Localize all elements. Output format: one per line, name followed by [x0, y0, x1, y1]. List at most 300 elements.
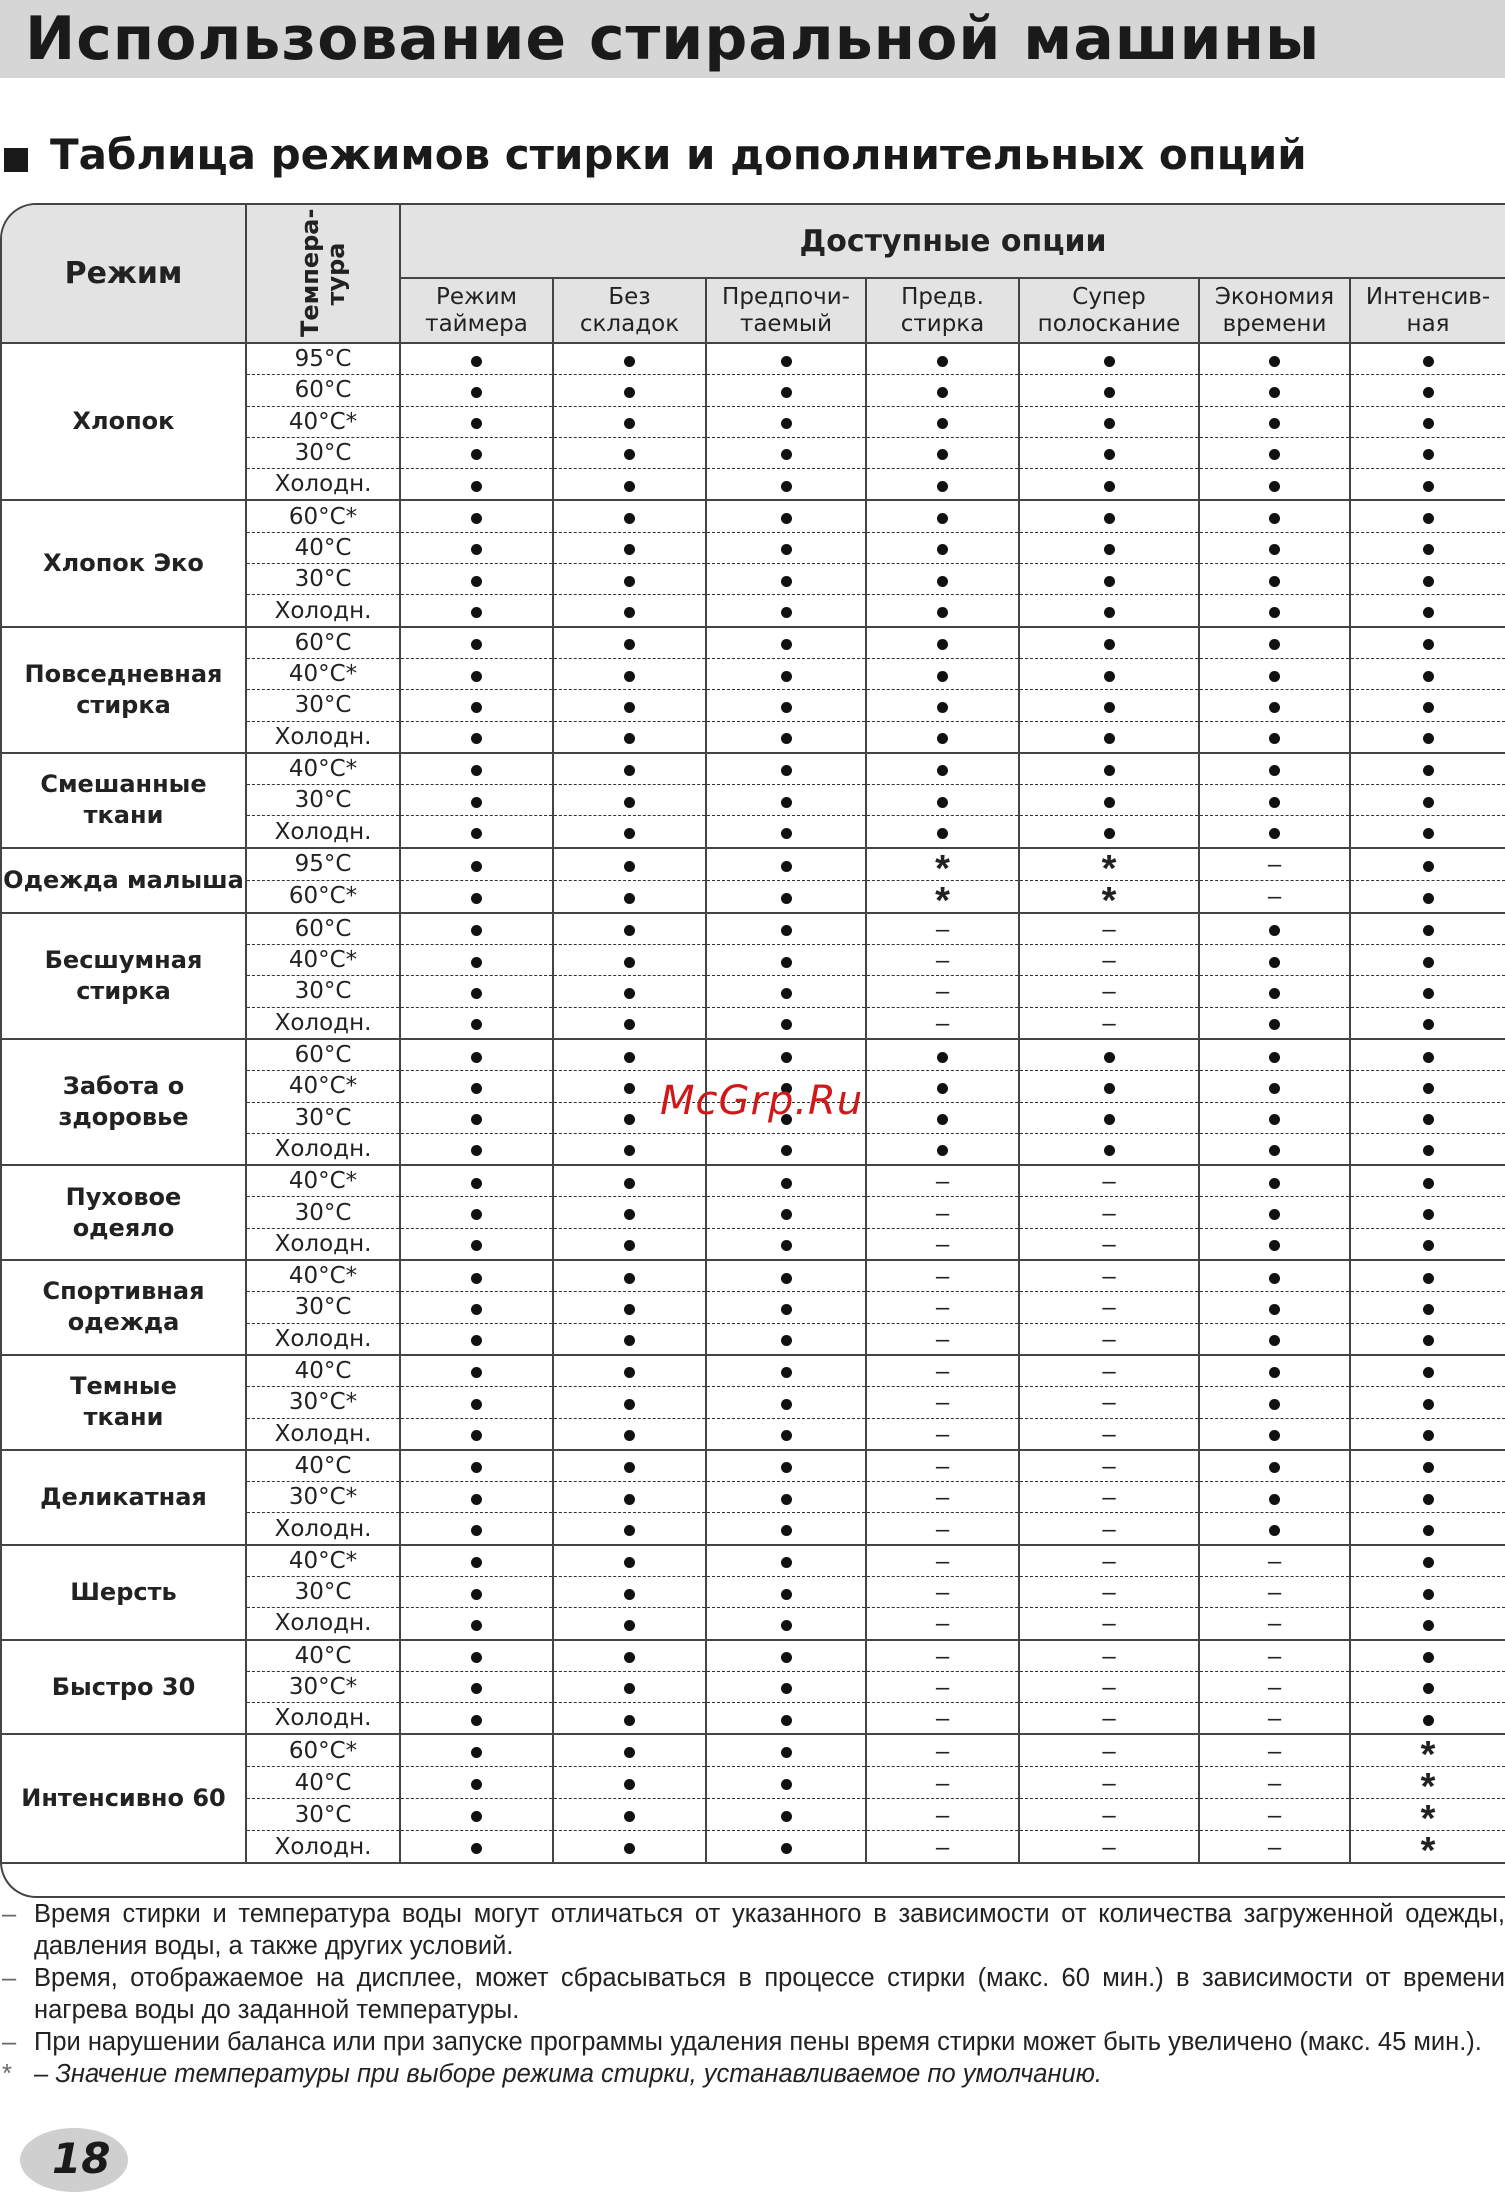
dot-icon	[781, 828, 792, 839]
mode-column-header: Режим	[2, 205, 246, 343]
dot-icon	[1423, 1240, 1434, 1251]
footnote-text: При нарушении баланса или при запуске программы удаления пены время стирки может быть увеличено (макс. 45 мин.).	[34, 2028, 1482, 2056]
option-available-cell	[1199, 945, 1350, 976]
option-unavailable-cell	[866, 1671, 1019, 1702]
option-available-cell	[1350, 1228, 1505, 1260]
option-available-cell	[1350, 880, 1505, 913]
temperature-value: 40°C	[246, 1767, 400, 1799]
option-header-preferred: Предпочи- таемый	[706, 278, 866, 343]
dash-icon: –	[1102, 1009, 1116, 1037]
dot-icon	[624, 1683, 635, 1694]
option-available-cell	[553, 1387, 706, 1418]
dot-icon	[1423, 544, 1434, 555]
dot-icon	[471, 418, 482, 429]
dot-icon	[937, 1052, 948, 1063]
option-available-cell	[1199, 1482, 1350, 1513]
dot-icon	[781, 1145, 792, 1156]
dash-icon: –	[935, 1579, 950, 1607]
dot-icon	[471, 1240, 482, 1251]
option-available-cell	[706, 658, 866, 689]
option-unavailable-cell	[1019, 1260, 1199, 1292]
option-available-cell	[400, 1831, 553, 1864]
dot-icon	[1423, 1557, 1434, 1568]
option-available-cell	[1199, 1007, 1350, 1039]
option-available-cell	[553, 1450, 706, 1482]
option-available-cell	[400, 1767, 553, 1799]
dot-icon	[781, 576, 792, 587]
option-available-cell	[1199, 500, 1350, 532]
option-available-cell	[1019, 816, 1199, 848]
dot-icon	[624, 1209, 635, 1220]
option-available-cell	[1199, 469, 1350, 501]
dot-icon	[624, 1715, 635, 1726]
option-available-cell	[1350, 1482, 1505, 1513]
option-available-cell	[1019, 343, 1199, 375]
option-available-cell	[1350, 1608, 1505, 1640]
option-available-cell	[553, 1799, 706, 1831]
option-available-cell	[866, 437, 1019, 468]
dot-icon	[471, 828, 482, 839]
option-unavailable-cell	[1019, 1197, 1199, 1228]
dot-icon	[471, 1083, 482, 1094]
dot-icon	[1269, 797, 1280, 808]
option-available-cell	[1350, 375, 1505, 406]
dot-icon	[471, 1715, 482, 1726]
temperature-value: 40°C	[246, 1355, 400, 1387]
option-available-cell	[1350, 1387, 1505, 1418]
option-available-cell	[1019, 564, 1199, 595]
option-available-cell	[553, 1576, 706, 1607]
dot-icon	[624, 1273, 635, 1284]
option-available-cell	[400, 1734, 553, 1767]
dot-icon	[624, 387, 635, 398]
dot-icon	[624, 1145, 635, 1156]
option-default-cell	[1350, 1830, 1505, 1873]
dot-icon	[937, 702, 948, 713]
dash-icon: –	[935, 1452, 950, 1480]
option-available-cell	[866, 690, 1019, 721]
dot-icon	[1423, 797, 1434, 808]
dot-icon	[1423, 1114, 1434, 1125]
dot-icon	[1423, 988, 1434, 999]
option-available-cell	[400, 437, 553, 468]
modes-table	[2, 205, 1505, 1873]
option-unavailable-cell	[1199, 848, 1350, 881]
dash-icon: –	[1267, 1737, 1282, 1765]
option-unavailable-cell	[1019, 1482, 1199, 1513]
temperature-value: 30°C	[246, 1292, 400, 1323]
option-available-cell	[1199, 1165, 1350, 1197]
table-row	[2, 1165, 1505, 1197]
dot-icon	[1423, 893, 1434, 904]
option-available-cell	[553, 564, 706, 595]
option-available-cell	[553, 1831, 706, 1864]
option-available-cell	[1350, 721, 1505, 753]
option-unavailable-cell	[1019, 1767, 1199, 1799]
temperature-value: Холодн.	[246, 1608, 400, 1640]
option-available-cell	[1350, 627, 1505, 659]
option-available-cell	[1199, 343, 1350, 375]
dot-icon	[1423, 1335, 1434, 1346]
dot-icon	[1269, 1430, 1280, 1441]
option-available-cell	[1199, 913, 1350, 945]
option-default-cell	[866, 847, 1019, 890]
dot-icon	[471, 1557, 482, 1568]
option-available-cell	[706, 913, 866, 945]
dot-icon	[471, 1589, 482, 1600]
option-available-cell	[1350, 1640, 1505, 1672]
watermark: McGrp.Ru	[660, 1078, 864, 1124]
temperature-value: 30°C*	[246, 1671, 400, 1702]
dot-icon	[1269, 513, 1280, 524]
dot-icon	[1423, 1683, 1434, 1694]
option-available-cell	[400, 721, 553, 753]
dash-icon: –	[1102, 1737, 1116, 1765]
dot-icon	[1269, 356, 1280, 367]
option-available-cell	[553, 785, 706, 816]
option-available-cell	[1350, 343, 1505, 375]
dot-icon	[1423, 1304, 1434, 1315]
dot-icon	[624, 544, 635, 555]
dot-icon	[937, 387, 948, 398]
option-available-cell	[1199, 690, 1350, 721]
option-available-cell	[706, 1387, 866, 1418]
option-available-cell	[400, 816, 553, 848]
option-available-cell	[553, 721, 706, 753]
option-available-cell	[553, 1165, 706, 1197]
option-available-cell	[400, 1039, 553, 1071]
option-available-cell	[706, 1355, 866, 1387]
dot-icon	[1423, 1178, 1434, 1189]
dash-icon: –	[1267, 851, 1282, 879]
option-available-cell	[553, 913, 706, 945]
dot-icon	[624, 1525, 635, 1536]
mode-name: Деликатная	[2, 1450, 246, 1545]
option-available-cell	[706, 1323, 866, 1355]
option-available-cell	[1199, 785, 1350, 816]
dash-icon: –	[1102, 1705, 1116, 1733]
dot-icon	[781, 1178, 792, 1189]
dot-icon	[471, 356, 482, 367]
option-unavailable-cell	[1019, 1608, 1199, 1640]
dot-icon	[471, 1683, 482, 1694]
dot-icon	[1269, 1494, 1280, 1505]
option-unavailable-cell	[1019, 1355, 1199, 1387]
dash-icon: –	[1102, 1801, 1116, 1829]
option-available-cell	[706, 1418, 866, 1450]
dot-icon	[471, 861, 482, 872]
footnote-item	[0, 2026, 1505, 2058]
temperature-value: Холодн.	[246, 721, 400, 753]
option-available-cell	[1199, 1260, 1350, 1292]
dot-icon	[471, 387, 482, 398]
option-available-cell	[706, 945, 866, 976]
option-available-cell	[553, 1418, 706, 1450]
dot-icon	[1269, 1083, 1280, 1094]
option-unavailable-cell	[1199, 1703, 1350, 1735]
dot-icon	[624, 797, 635, 808]
dot-icon	[624, 1114, 635, 1125]
dot-icon	[781, 765, 792, 776]
option-available-cell	[706, 1133, 866, 1165]
dot-icon	[1423, 356, 1434, 367]
dot-icon	[1423, 1589, 1434, 1600]
dot-icon	[1423, 1273, 1434, 1284]
temperature-value: Холодн.	[246, 1323, 400, 1355]
option-available-cell	[400, 848, 553, 881]
dot-icon	[1269, 418, 1280, 429]
dot-icon	[781, 1843, 792, 1854]
option-unavailable-cell	[1019, 1450, 1199, 1482]
footnote-dash-icon: –	[2, 2028, 17, 2056]
option-available-cell	[400, 1387, 553, 1418]
temperature-value: Холодн.	[246, 469, 400, 501]
option-available-cell	[553, 627, 706, 659]
temperature-value: 60°C	[246, 627, 400, 659]
dot-icon	[471, 481, 482, 492]
dash-icon: –	[1102, 1263, 1116, 1291]
option-unavailable-cell	[866, 1608, 1019, 1640]
dash-icon: –	[935, 1674, 950, 1702]
temperature-value: Холодн.	[246, 1228, 400, 1260]
dot-icon	[471, 1019, 482, 1030]
table-row	[2, 1260, 1505, 1292]
option-available-cell	[400, 1576, 553, 1607]
option-unavailable-cell	[866, 1007, 1019, 1039]
option-available-cell	[1199, 1450, 1350, 1482]
dash-icon: –	[1102, 1199, 1116, 1227]
option-available-cell	[553, 375, 706, 406]
option-unavailable-cell	[866, 1482, 1019, 1513]
option-available-cell	[1350, 1703, 1505, 1735]
option-available-cell	[1350, 500, 1505, 532]
option-available-cell	[1350, 1007, 1505, 1039]
option-unavailable-cell	[866, 1387, 1019, 1418]
temperature-value: 30°C	[246, 690, 400, 721]
dot-icon	[1269, 828, 1280, 839]
dash-icon: –	[1102, 1389, 1116, 1417]
footnote-item	[0, 1962, 1505, 2026]
option-available-cell	[866, 753, 1019, 785]
option-available-cell	[553, 595, 706, 627]
option-available-cell	[706, 627, 866, 659]
dot-icon	[1423, 1399, 1434, 1410]
option-available-cell	[706, 437, 866, 468]
option-available-cell	[400, 1799, 553, 1831]
option-available-cell	[1350, 753, 1505, 785]
option-available-cell	[1199, 1039, 1350, 1071]
dash-icon: –	[1102, 915, 1116, 943]
dot-icon	[624, 1240, 635, 1251]
dash-icon: –	[935, 1547, 950, 1575]
option-unavailable-cell	[1019, 1703, 1199, 1735]
dot-icon	[1423, 957, 1434, 968]
mode-name: Повседневная стирка	[2, 627, 246, 753]
dot-icon	[1104, 1145, 1115, 1156]
option-available-cell	[1019, 721, 1199, 753]
dot-icon	[781, 1462, 792, 1473]
temperature-value: 40°C	[246, 1640, 400, 1672]
dot-icon	[471, 544, 482, 555]
option-unavailable-cell	[1199, 1734, 1350, 1767]
dot-icon	[471, 1209, 482, 1220]
available-options-header: Доступные опции	[400, 205, 1505, 278]
dot-icon	[1423, 387, 1434, 398]
option-available-cell	[400, 1102, 553, 1133]
temperature-value: 30°C*	[246, 1482, 400, 1513]
dot-icon	[1423, 418, 1434, 429]
dot-icon	[1269, 449, 1280, 460]
temperature-value: 40°C*	[246, 945, 400, 976]
option-available-cell	[553, 1545, 706, 1577]
table-row	[2, 753, 1505, 785]
option-available-cell	[866, 375, 1019, 406]
asterisk-icon: *	[1420, 1798, 1436, 1841]
option-available-cell	[400, 627, 553, 659]
dot-icon	[781, 1494, 792, 1505]
dot-icon	[1269, 1399, 1280, 1410]
option-available-cell	[553, 1260, 706, 1292]
dot-icon	[937, 797, 948, 808]
option-header-intensive: Интенсив- ная	[1350, 278, 1505, 343]
option-available-cell	[1019, 627, 1199, 659]
option-available-cell	[1350, 437, 1505, 468]
option-available-cell	[706, 1513, 866, 1545]
dash-icon: –	[1267, 883, 1282, 911]
dot-icon	[937, 576, 948, 587]
dot-icon	[624, 1589, 635, 1600]
dot-icon	[471, 671, 482, 682]
temperature-column-header	[246, 205, 400, 343]
dot-icon	[1269, 1367, 1280, 1378]
option-available-cell	[400, 1671, 553, 1702]
dot-icon	[1269, 607, 1280, 618]
dot-icon	[781, 1209, 792, 1220]
option-available-cell	[400, 406, 553, 437]
dot-icon	[1269, 1335, 1280, 1346]
option-unavailable-cell	[866, 945, 1019, 976]
option-available-cell	[1350, 945, 1505, 976]
option-available-cell	[706, 1640, 866, 1672]
option-available-cell	[1199, 753, 1350, 785]
dot-icon	[471, 1462, 482, 1473]
option-available-cell	[1199, 406, 1350, 437]
dot-icon	[1104, 1114, 1115, 1125]
option-unavailable-cell	[1199, 1545, 1350, 1577]
dot-icon	[1423, 1145, 1434, 1156]
option-available-cell	[706, 1831, 866, 1864]
dot-icon	[624, 1843, 635, 1854]
dot-icon	[781, 671, 792, 682]
option-available-cell	[1350, 564, 1505, 595]
dash-icon: –	[935, 1515, 950, 1543]
page-number: 18	[52, 2134, 111, 2183]
dot-icon	[781, 607, 792, 618]
dot-icon	[781, 1367, 792, 1378]
dot-icon	[781, 702, 792, 713]
dot-icon	[471, 1335, 482, 1346]
option-available-cell	[1350, 1355, 1505, 1387]
option-available-cell	[866, 343, 1019, 375]
option-available-cell	[706, 1576, 866, 1607]
option-unavailable-cell	[1019, 1671, 1199, 1702]
option-available-cell	[706, 1545, 866, 1577]
option-available-cell	[706, 406, 866, 437]
dot-icon	[624, 418, 635, 429]
dot-icon	[471, 1304, 482, 1315]
dot-icon	[1269, 1145, 1280, 1156]
dot-icon	[937, 513, 948, 524]
option-available-cell	[400, 1071, 553, 1102]
option-available-cell	[1350, 1102, 1505, 1133]
page-number-badge	[20, 2128, 128, 2192]
mode-name: Интенсивно 60	[2, 1734, 246, 1863]
dash-icon: –	[935, 1168, 950, 1196]
temperature-value: 30°C	[246, 564, 400, 595]
dot-icon	[471, 1399, 482, 1410]
dot-icon	[1104, 733, 1115, 744]
option-available-cell	[400, 976, 553, 1007]
option-available-cell	[1350, 1165, 1505, 1197]
dot-icon	[1269, 544, 1280, 555]
temperature-value: 30°C	[246, 785, 400, 816]
option-available-cell	[866, 721, 1019, 753]
dash-icon: –	[935, 1705, 950, 1733]
asterisk-icon: *	[1420, 1734, 1436, 1777]
dot-icon	[781, 1052, 792, 1063]
dot-icon	[471, 1620, 482, 1631]
dot-icon	[624, 1178, 635, 1189]
option-available-cell	[706, 1671, 866, 1702]
dash-icon: –	[935, 1484, 950, 1512]
dash-icon: –	[1267, 1642, 1282, 1670]
option-available-cell	[553, 1133, 706, 1165]
dot-icon	[624, 1747, 635, 1758]
option-available-cell	[1199, 1071, 1350, 1102]
dash-icon: –	[1102, 1294, 1116, 1322]
option-available-cell	[400, 375, 553, 406]
dot-icon	[1423, 481, 1434, 492]
option-available-cell	[1350, 1197, 1505, 1228]
temperature-value: 30°C	[246, 1197, 400, 1228]
dot-icon	[781, 988, 792, 999]
dash-icon: –	[1267, 1769, 1282, 1797]
dot-icon	[624, 1052, 635, 1063]
dot-icon	[1269, 702, 1280, 713]
option-unavailable-cell	[1019, 1799, 1199, 1831]
option-available-cell	[553, 1767, 706, 1799]
dash-icon: –	[935, 1230, 950, 1258]
dash-icon: –	[935, 1389, 950, 1417]
dot-icon	[781, 639, 792, 650]
temperature-value: 60°C*	[246, 500, 400, 532]
footnote-text: – Значение температуры при выборе режима стирки, устанавливаемое по умолчанию.	[34, 2060, 1102, 2088]
option-available-cell	[1019, 1133, 1199, 1165]
temperature-header-label: Темпера- тура	[296, 208, 350, 337]
temperature-value: 30°C	[246, 1102, 400, 1133]
dot-icon	[1423, 861, 1434, 872]
option-unavailable-cell	[1019, 1165, 1199, 1197]
dot-icon	[937, 356, 948, 367]
option-unavailable-cell	[1199, 1576, 1350, 1607]
dash-icon: –	[1102, 1833, 1116, 1861]
dot-icon	[471, 576, 482, 587]
temperature-value: 60°C	[246, 375, 400, 406]
option-available-cell	[1199, 1102, 1350, 1133]
dash-icon: –	[935, 1009, 950, 1037]
option-available-cell	[400, 1007, 553, 1039]
dot-icon	[624, 1462, 635, 1473]
